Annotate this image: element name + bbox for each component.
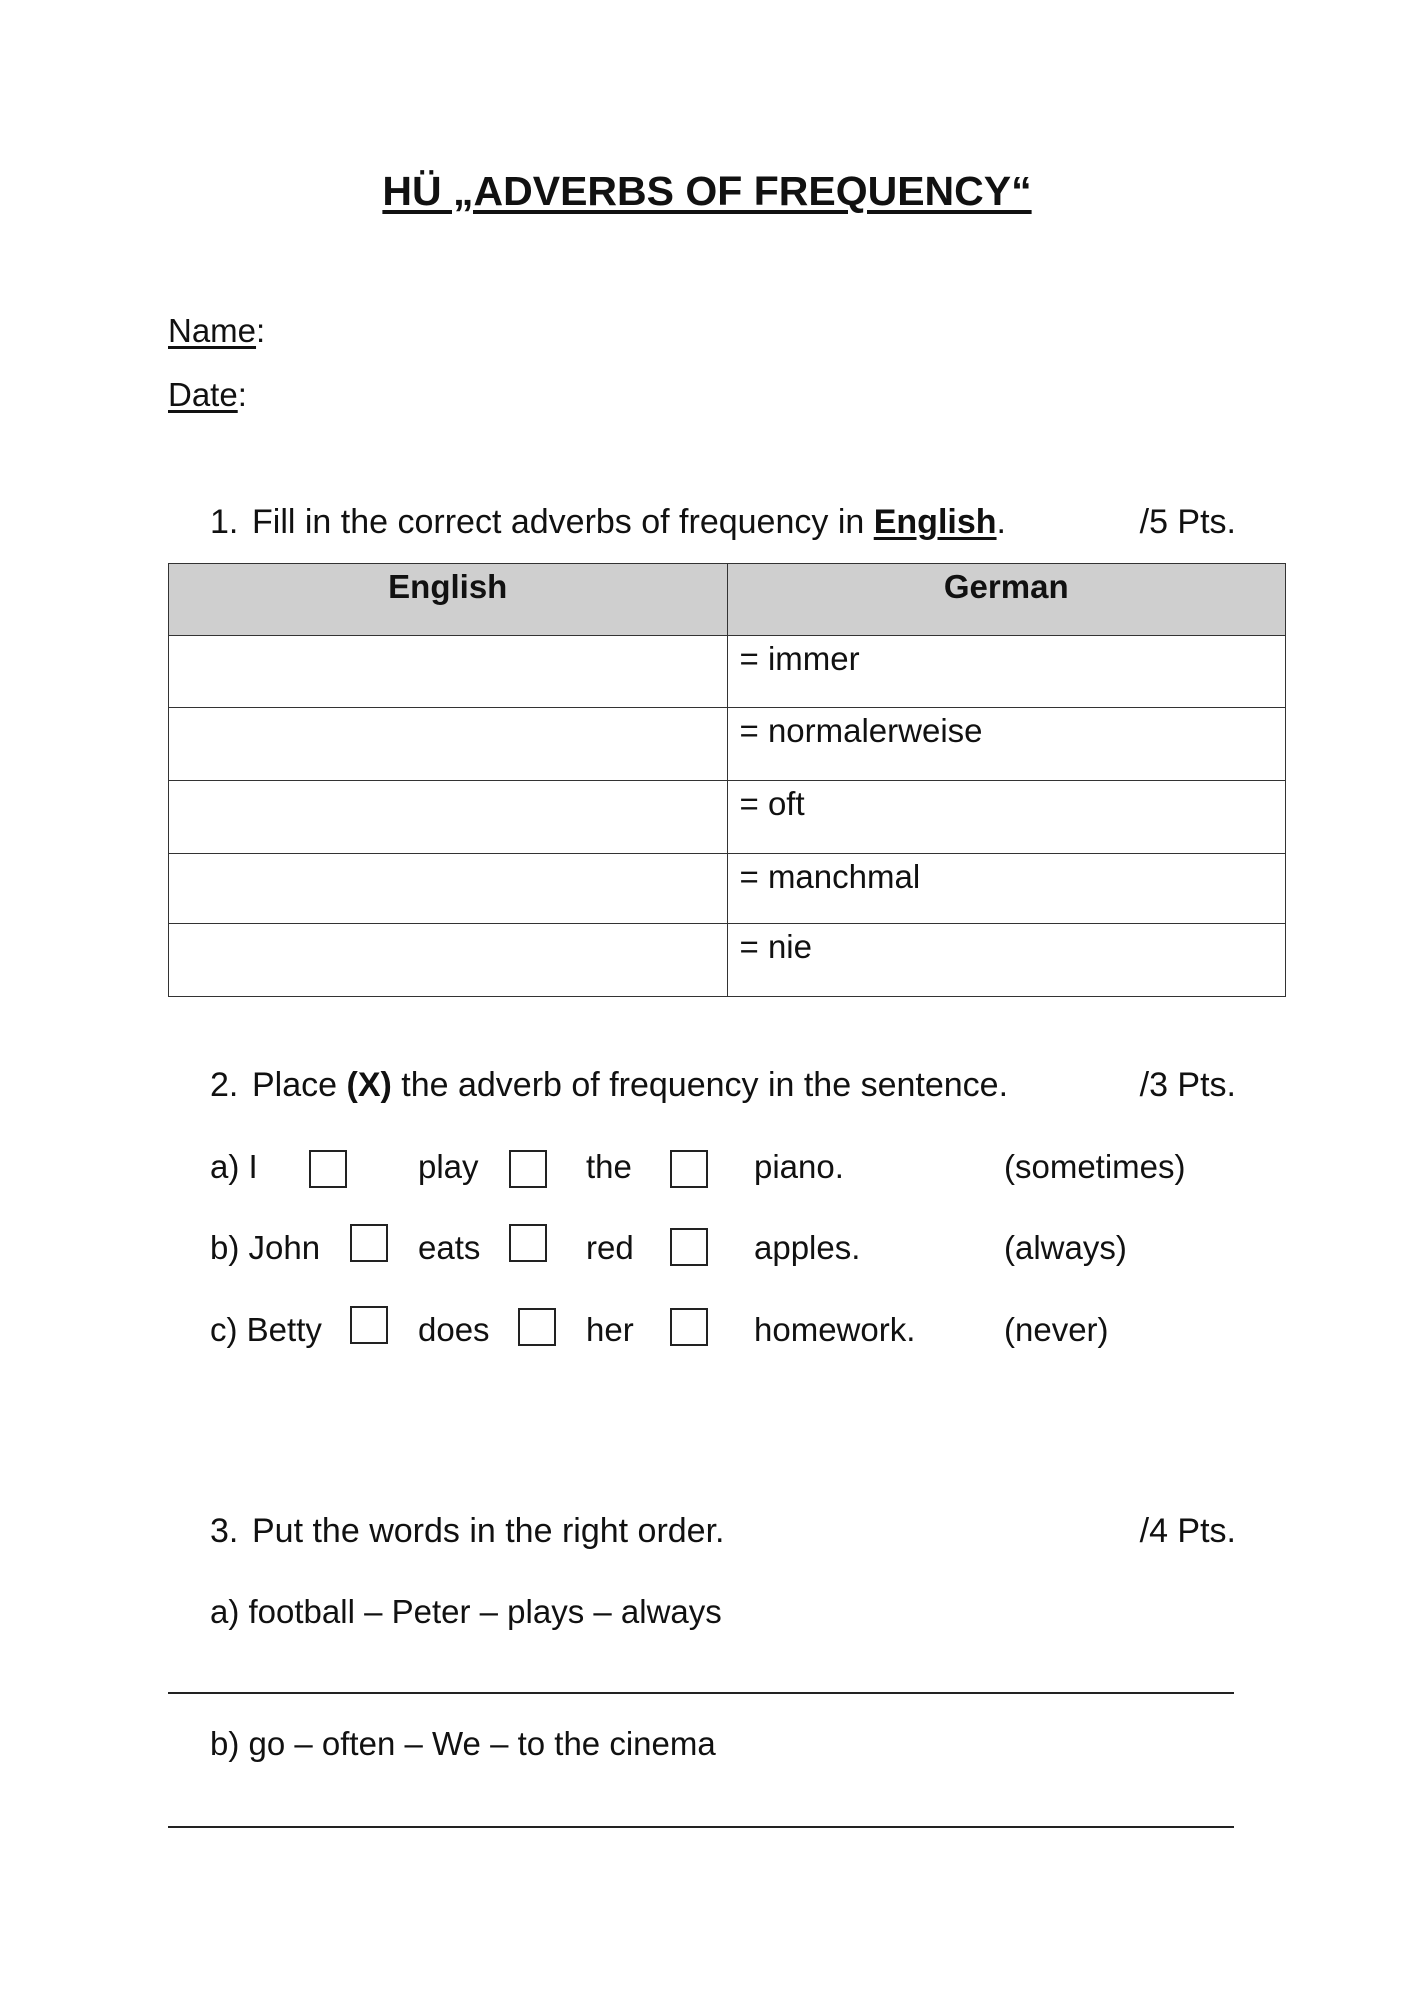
english-answer-cell[interactable] bbox=[169, 636, 728, 708]
task1-number: 1. bbox=[210, 503, 239, 541]
checkbox[interactable] bbox=[509, 1224, 547, 1262]
german-cell: = normalerweise bbox=[727, 708, 1286, 781]
sentence-label: c) Betty bbox=[210, 1311, 322, 1348]
date-field bbox=[168, 376, 247, 414]
sentence-word: does bbox=[418, 1311, 490, 1348]
sentence-word: her bbox=[586, 1311, 634, 1348]
date-colon: : bbox=[237, 376, 247, 413]
task3-points: /4 Pts. bbox=[1139, 1512, 1236, 1550]
table-row bbox=[169, 924, 1286, 997]
header-german: German bbox=[727, 564, 1286, 636]
german-cell: = manchmal bbox=[727, 854, 1286, 924]
name-colon: : bbox=[256, 312, 266, 349]
task1-text: Fill in the correct adverbs of frequency in bbox=[252, 503, 874, 541]
name-field bbox=[168, 312, 265, 350]
sentence-label: a) I bbox=[210, 1148, 258, 1185]
english-answer-cell[interactable] bbox=[169, 781, 728, 854]
sentence-word: homework. bbox=[754, 1311, 916, 1348]
name-label: Name bbox=[168, 312, 257, 349]
sentence-word: red bbox=[586, 1229, 634, 1266]
task2-instruction bbox=[252, 1066, 1008, 1105]
sentence-word: piano. bbox=[754, 1148, 844, 1185]
answer-line[interactable] bbox=[168, 1826, 1234, 1828]
task2-points: /3 Pts. bbox=[1139, 1066, 1236, 1104]
page-title: HÜ „ADVERBS OF FREQUENCY“ bbox=[382, 168, 1032, 214]
scrambled-sentence: b) go – often – We – to the cinema bbox=[210, 1725, 716, 1762]
sentence-word: apples. bbox=[754, 1229, 861, 1266]
table-row bbox=[169, 854, 1286, 924]
table-row bbox=[169, 636, 1286, 708]
sentence-word: play bbox=[418, 1148, 479, 1185]
answer-line[interactable] bbox=[168, 1692, 1234, 1694]
scrambled-sentence: a) football – Peter – plays – always bbox=[210, 1593, 722, 1630]
task3-number: 3. bbox=[210, 1512, 239, 1550]
checkbox[interactable] bbox=[670, 1228, 708, 1266]
task2-text-rest: the adverb of frequency in the sentence. bbox=[391, 1066, 1009, 1104]
german-cell: = immer bbox=[727, 636, 1286, 708]
checkbox[interactable] bbox=[509, 1150, 547, 1188]
checkbox[interactable] bbox=[350, 1224, 388, 1262]
sentence-word: the bbox=[586, 1148, 632, 1185]
table-row bbox=[169, 781, 1286, 854]
task3-instruction: Put the words in the right order. bbox=[252, 1512, 725, 1550]
task2-number: 2. bbox=[210, 1066, 239, 1104]
vocabulary-table bbox=[168, 563, 1286, 997]
checkbox[interactable] bbox=[350, 1306, 388, 1344]
checkbox[interactable] bbox=[518, 1308, 556, 1346]
english-answer-cell[interactable] bbox=[169, 708, 728, 781]
adverb-hint: (never) bbox=[1004, 1311, 1109, 1348]
date-label: Date bbox=[168, 376, 238, 413]
german-cell: = nie bbox=[727, 924, 1286, 997]
task1-instruction bbox=[252, 503, 1006, 542]
sentence-word: eats bbox=[418, 1229, 481, 1266]
header-english: English bbox=[169, 564, 728, 636]
task1-emphasis: English bbox=[873, 503, 997, 541]
task1-points: /5 Pts. bbox=[1139, 503, 1236, 541]
english-answer-cell[interactable] bbox=[169, 924, 728, 997]
checkbox[interactable] bbox=[670, 1308, 708, 1346]
table-row bbox=[169, 708, 1286, 781]
german-cell: = oft bbox=[727, 781, 1286, 854]
adverb-hint: (sometimes) bbox=[1004, 1148, 1186, 1185]
adverb-hint: (always) bbox=[1004, 1229, 1127, 1266]
checkbox[interactable] bbox=[670, 1150, 708, 1188]
sentence-label: b) John bbox=[210, 1229, 321, 1266]
task2-emphasis: (X) bbox=[346, 1066, 392, 1104]
checkbox[interactable] bbox=[309, 1150, 347, 1188]
english-answer-cell[interactable] bbox=[169, 854, 728, 924]
task1-period: . bbox=[996, 503, 1006, 541]
task2-text: Place bbox=[252, 1066, 347, 1104]
